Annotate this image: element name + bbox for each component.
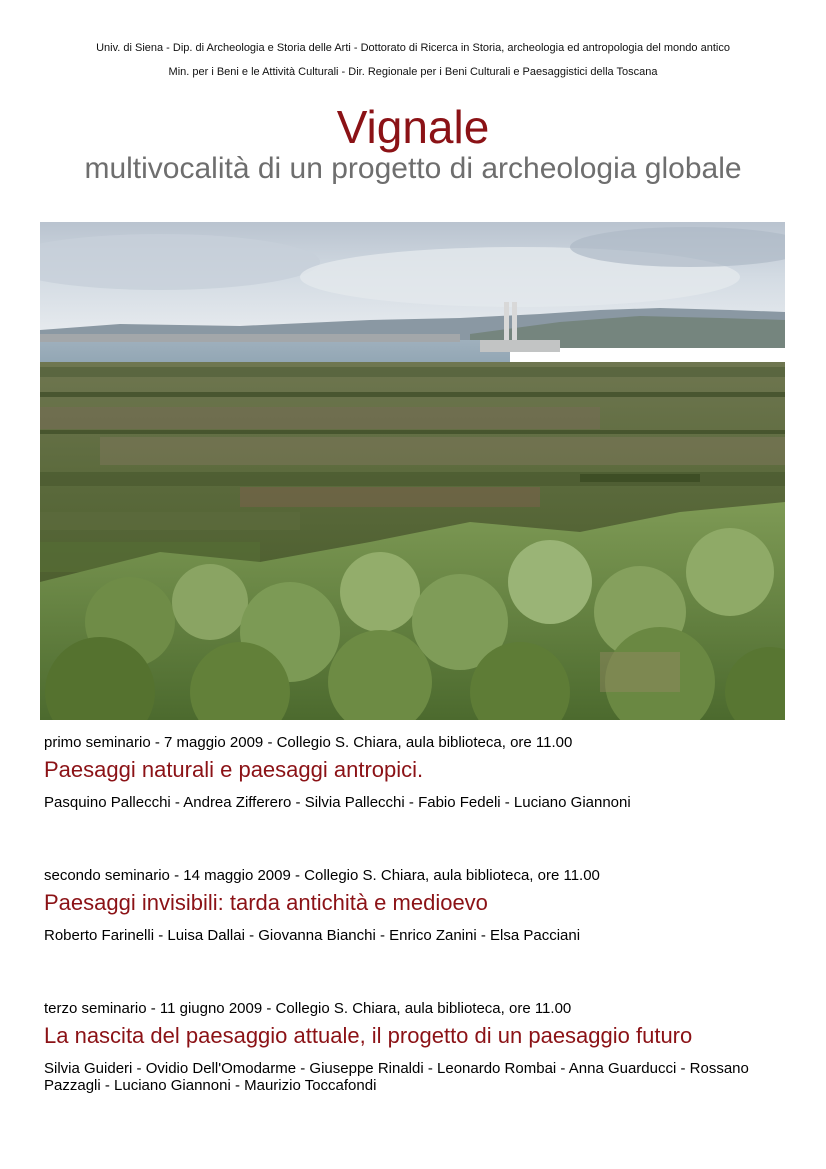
seminar-title: Paesaggi naturali e paesaggi antropici. xyxy=(44,757,424,782)
page-title: Vignale xyxy=(336,101,490,153)
seminar-1 xyxy=(44,734,794,811)
seminar-speakers: Silvia Guideri - Ovidio Dell'Omodarme - Giuseppe Rinaldi - Leonardo Rombai - Anna Guarducci - Rossano Pazzagli - Luciano Giannoni - Maurizio Toccafondi xyxy=(44,1060,749,1094)
page-subtitle: multivocalità di un progetto di archeologia globale xyxy=(84,152,742,185)
seminar-speakers: Roberto Farinelli - Luisa Dallai - Giovanna Bianchi - Enrico Zanini - Elsa Pacciani xyxy=(44,927,581,944)
header-line-university: Univ. di Siena - Dip. di Archeologia e Storia delle Arti - Dottorato di Ricerca in Storia, archeologia ed antropologia del mondo antico xyxy=(96,42,730,54)
seminar-title: La nascita del paesaggio attuale, il progetto di un paesaggio futuro xyxy=(44,1023,693,1048)
seminar-title: Paesaggi invisibili: tarda antichità e medioevo xyxy=(44,890,488,915)
landscape-photo xyxy=(40,222,785,720)
seminar-2 xyxy=(44,867,794,944)
seminar-speakers: Pasquino Pallecchi - Andrea Zifferero - Silvia Pallecchi - Fabio Fedeli - Luciano Giannoni xyxy=(44,794,631,811)
seminar-3 xyxy=(44,1000,794,1094)
seminar-info: primo seminario - 7 maggio 2009 - Collegio S. Chiara, aula biblioteca, ore 11.00 xyxy=(44,734,573,751)
seminar-info: secondo seminario - 14 maggio 2009 - Collegio S. Chiara, aula biblioteca, ore 11.00 xyxy=(44,867,600,884)
seminar-info: terzo seminario - 11 giugno 2009 - Collegio S. Chiara, aula biblioteca, ore 11.00 xyxy=(44,1000,572,1017)
header-line-ministry: Min. per i Beni e le Attività Culturali - Dir. Regionale per i Beni Culturali e Paesaggistici della Toscana xyxy=(168,66,658,78)
